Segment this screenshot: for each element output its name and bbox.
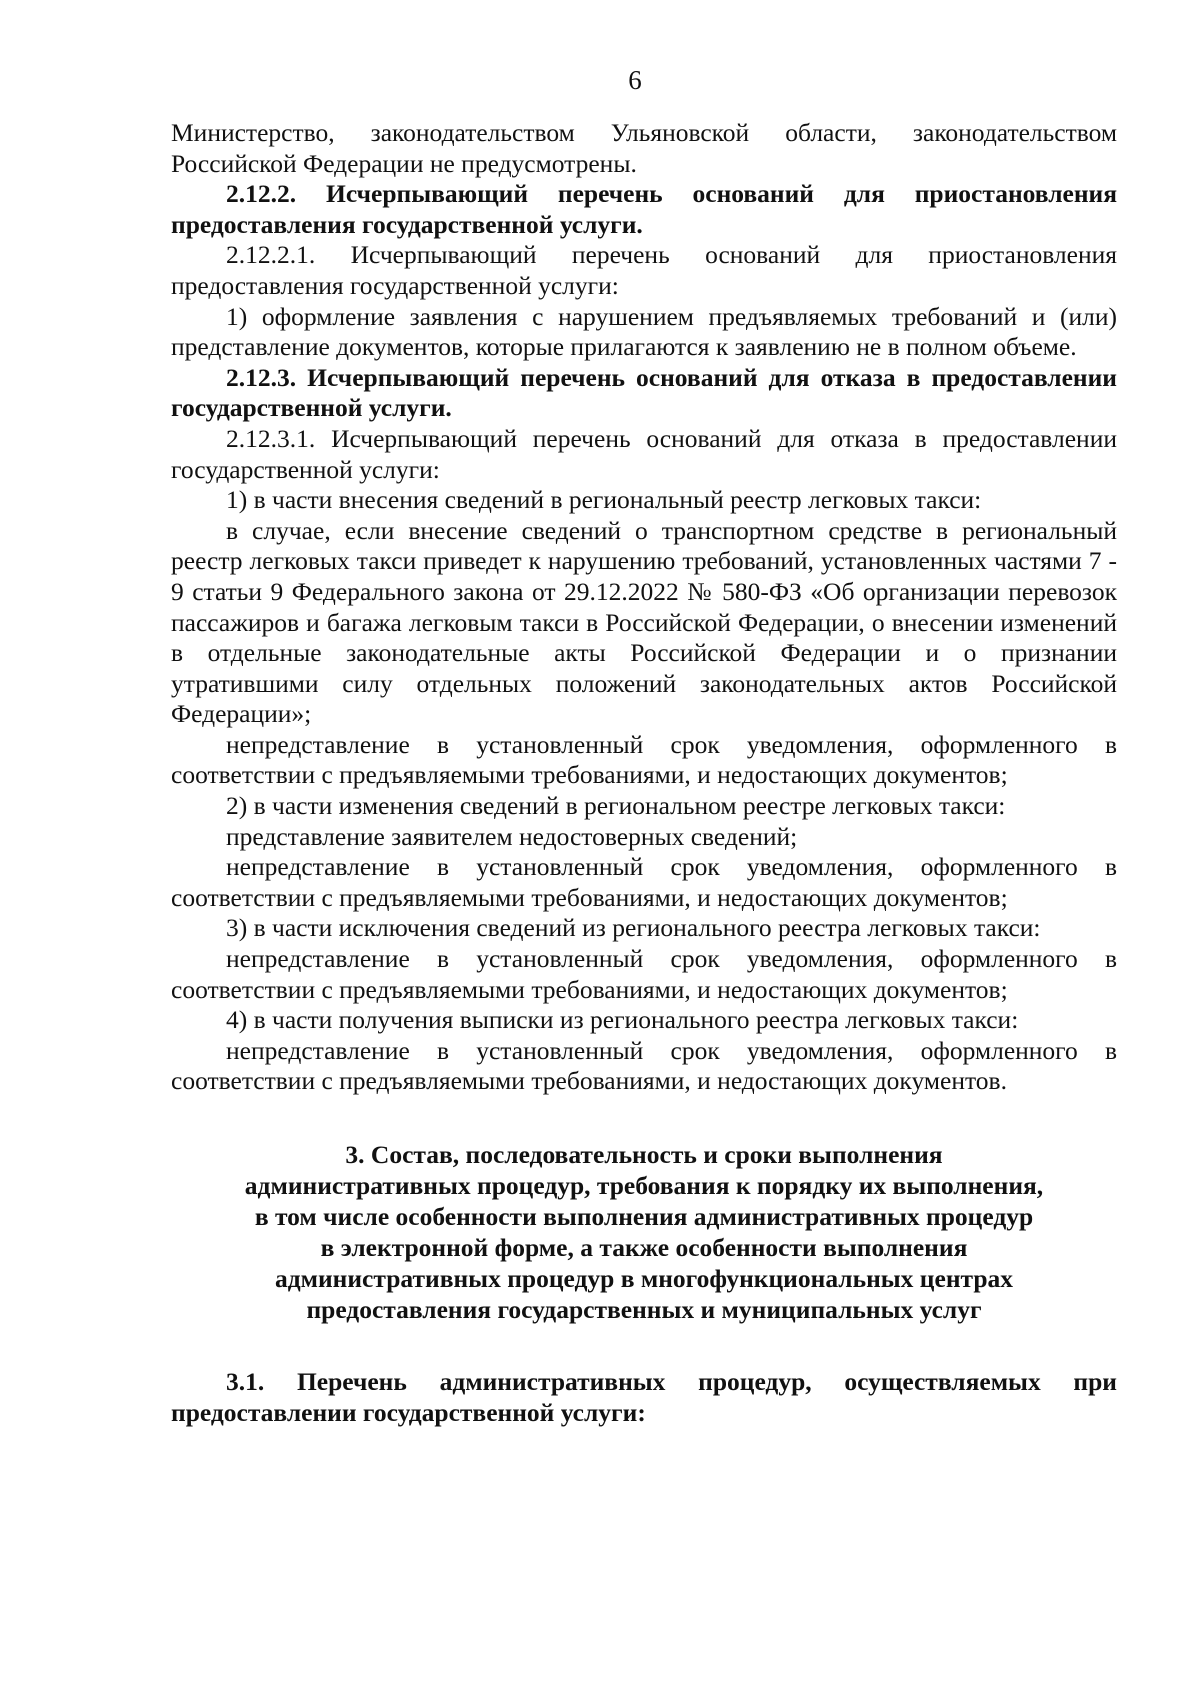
section-heading-line: административных процедур в многофункциональных центрах [274, 1264, 1014, 1293]
paragraph: непредставление в установленный срок уведомления, оформленного в соответствии с предъявляемыми требованиями, и недостающих документов; [171, 729, 1117, 790]
subsection-heading: 3.1. Перечень административных процедур, осуществляемых при предоставлении государственной услуги: [171, 1367, 1117, 1427]
clause-heading-2-12-3: 2.12.3. Исчерпывающий перечень оснований для отказа в предоставлении государственной услуги. [171, 362, 1117, 423]
list-item: 1) в части внесения сведений в региональный реестр легковых такси: [226, 485, 982, 515]
section-heading-line: административных процедур, требования к порядку их выполнения, [244, 1171, 1044, 1200]
paragraph: в случае, если внесение сведений о транспортном средстве в региональный реестр легковых такси приведет к нарушению требований, установленных частями 7 - 9 статьи 9 Федерального закона от 29.12.2022 № 580-ФЗ «Об организации перевозок пассажиров и багажа легковым такси в Российской Федерации, о внесении изменений в отдельные законодательные акты Российской Федерации и о признании утратившими силу отдельных положений законодательных актов Российской Федерации»; [171, 515, 1117, 729]
section-heading-line: в электронной форме, а также особенности выполнения [320, 1233, 968, 1262]
paragraph: 1) оформление заявления с нарушением предъявляемых требований и (или) представление документов, которые прилагаются к заявлению не в полном объеме. [171, 301, 1117, 362]
clause-heading-2-12-2: 2.12.2. Исчерпывающий перечень оснований для приостановления предоставления государственной услуги. [171, 179, 1117, 239]
paragraph: представление заявителем недостоверных сведений; [226, 821, 798, 851]
section-heading-line: в том числе особенности выполнения административных процедур [254, 1202, 1034, 1231]
paragraph: непредставление в установленный срок уведомления, оформленного в соответствии с предъявляемыми требованиями, и недостающих документов; [171, 852, 1117, 912]
paragraph: непредставление в установленный срок уведомления, оформленного в соответствии с предъявляемыми требованиями, и недостающих документов. [171, 1035, 1117, 1096]
list-item: 2) в части изменения сведений в региональном реестре легковых такси: [226, 791, 1006, 821]
paragraph: 2.12.3.1. Исчерпывающий перечень оснований для отказа в предоставлении государственной услуги: [171, 423, 1117, 484]
list-item: 3) в части исключения сведений из регионального реестра легковых такси: [226, 913, 1041, 943]
paragraph: Министерство, законодательством Ульяновской области, законодательством Российской Федерации не предусмотрены. [171, 118, 1117, 178]
document-body [171, 118, 1117, 1428]
section-heading-line: 3. Состав, последовательность и сроки выполнения [345, 1140, 943, 1169]
paragraph: 2.12.2.1. Исчерпывающий перечень оснований для приостановления предоставления государственной услуги: [171, 240, 1117, 300]
paragraph: непредставление в установленный срок уведомления, оформленного в соответствии с предъявляемыми требованиями, и недостающих документов; [171, 944, 1117, 1004]
page-number: 6 [628, 65, 642, 95]
section-heading-line: предоставления государственных и муниципальных услуг [306, 1295, 982, 1324]
list-item: 4) в части получения выписки из регионального реестра легковых такси: [226, 1005, 1019, 1035]
section-heading [171, 1139, 1117, 1325]
